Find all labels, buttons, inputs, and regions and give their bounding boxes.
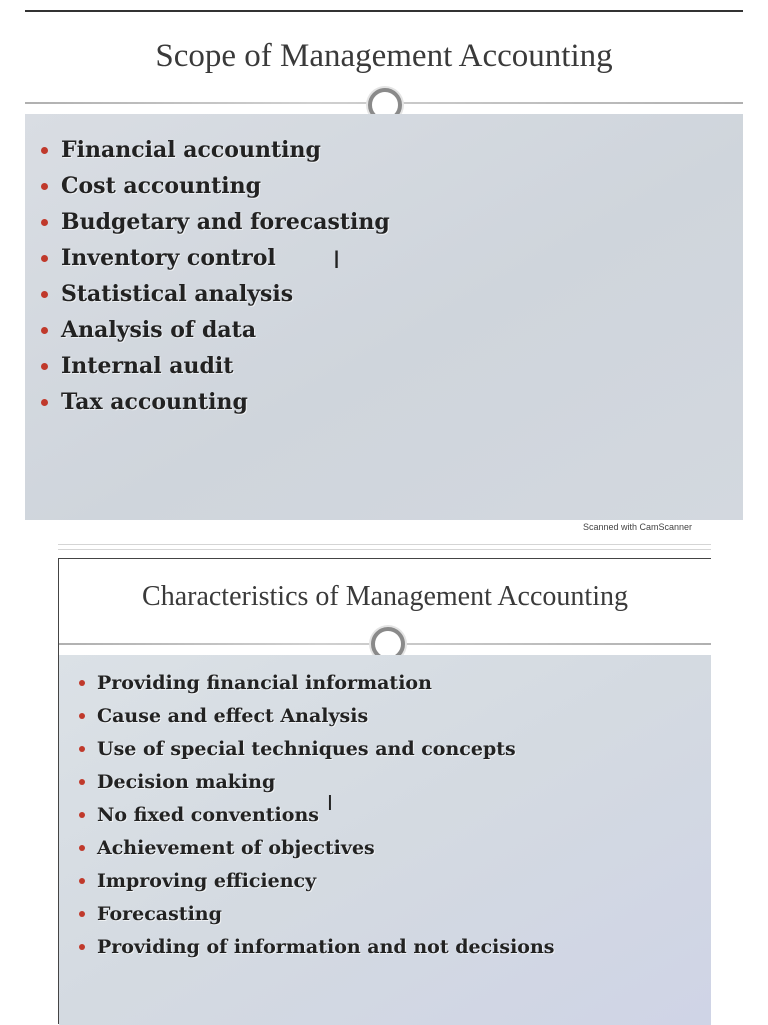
bullet-dot-icon xyxy=(79,812,85,818)
list-item-text: Cause and effect Analysis xyxy=(97,705,369,727)
slide-content xyxy=(25,114,743,520)
list-item-text: Providing financial information xyxy=(97,672,432,694)
list-item-text: Inventory control xyxy=(61,245,276,271)
bullet-list xyxy=(75,667,554,964)
text-cursor-icon: I xyxy=(333,246,341,274)
list-item xyxy=(75,865,554,898)
bullet-dot-icon xyxy=(41,327,48,334)
list-item-text: Statistical analysis xyxy=(61,281,294,307)
list-item xyxy=(75,898,554,931)
bullet-dot-icon xyxy=(79,911,85,917)
scan-watermark: Scanned with CamScanner xyxy=(582,522,692,532)
text-cursor-icon: I xyxy=(327,791,333,815)
list-item xyxy=(37,348,390,384)
list-item xyxy=(37,276,390,312)
bullet-list xyxy=(37,132,390,420)
list-item-text: Financial accounting xyxy=(61,137,321,163)
page-separator xyxy=(58,544,711,550)
list-item-text: Tax accounting xyxy=(61,389,248,415)
list-item xyxy=(37,168,390,204)
bullet-dot-icon xyxy=(41,183,48,190)
list-item-text: Use of special techniques and concepts xyxy=(97,738,516,760)
list-item xyxy=(37,312,390,348)
slide-characteristics xyxy=(58,558,711,1024)
bullet-dot-icon xyxy=(79,746,85,752)
list-item-text: No fixed conventions xyxy=(97,804,319,826)
slide-title: Scope of Management Accounting xyxy=(155,38,613,74)
list-item-text: Budgetary and forecasting xyxy=(61,209,390,235)
list-item xyxy=(75,931,554,964)
bullet-dot-icon xyxy=(41,255,48,262)
bullet-dot-icon xyxy=(79,878,85,884)
list-item xyxy=(75,733,554,766)
bullet-dot-icon xyxy=(41,147,48,154)
list-item-text: Forecasting xyxy=(97,903,222,925)
bullet-dot-icon xyxy=(79,944,85,950)
list-item-text: Cost accounting xyxy=(61,173,261,199)
list-item-text: Decision making xyxy=(97,771,276,793)
list-item-text: Analysis of data xyxy=(61,317,257,343)
list-item-text: Achievement of objectives xyxy=(97,837,375,859)
list-item xyxy=(75,799,554,832)
list-item xyxy=(75,766,554,799)
bullet-dot-icon xyxy=(79,779,85,785)
list-item-text: Improving efficiency xyxy=(97,870,317,892)
list-item-text: Providing of information and not decisions xyxy=(97,936,555,958)
bullet-dot-icon xyxy=(41,291,48,298)
bullet-dot-icon xyxy=(41,363,48,370)
bullet-dot-icon xyxy=(79,713,85,719)
bullet-dot-icon xyxy=(79,845,85,851)
list-item xyxy=(75,832,554,865)
bullet-dot-icon xyxy=(79,680,85,686)
bullet-dot-icon xyxy=(41,399,48,406)
bullet-dot-icon xyxy=(41,219,48,226)
slide-scope xyxy=(25,10,743,520)
list-item xyxy=(37,132,390,168)
list-item xyxy=(75,667,554,700)
slide-content xyxy=(59,655,711,1025)
list-item xyxy=(37,384,390,420)
top-rule xyxy=(25,10,743,12)
list-item-text: Internal audit xyxy=(61,353,234,379)
list-item xyxy=(75,700,554,733)
slide-title: Characteristics of Management Accounting xyxy=(142,581,628,612)
list-item xyxy=(37,204,390,240)
